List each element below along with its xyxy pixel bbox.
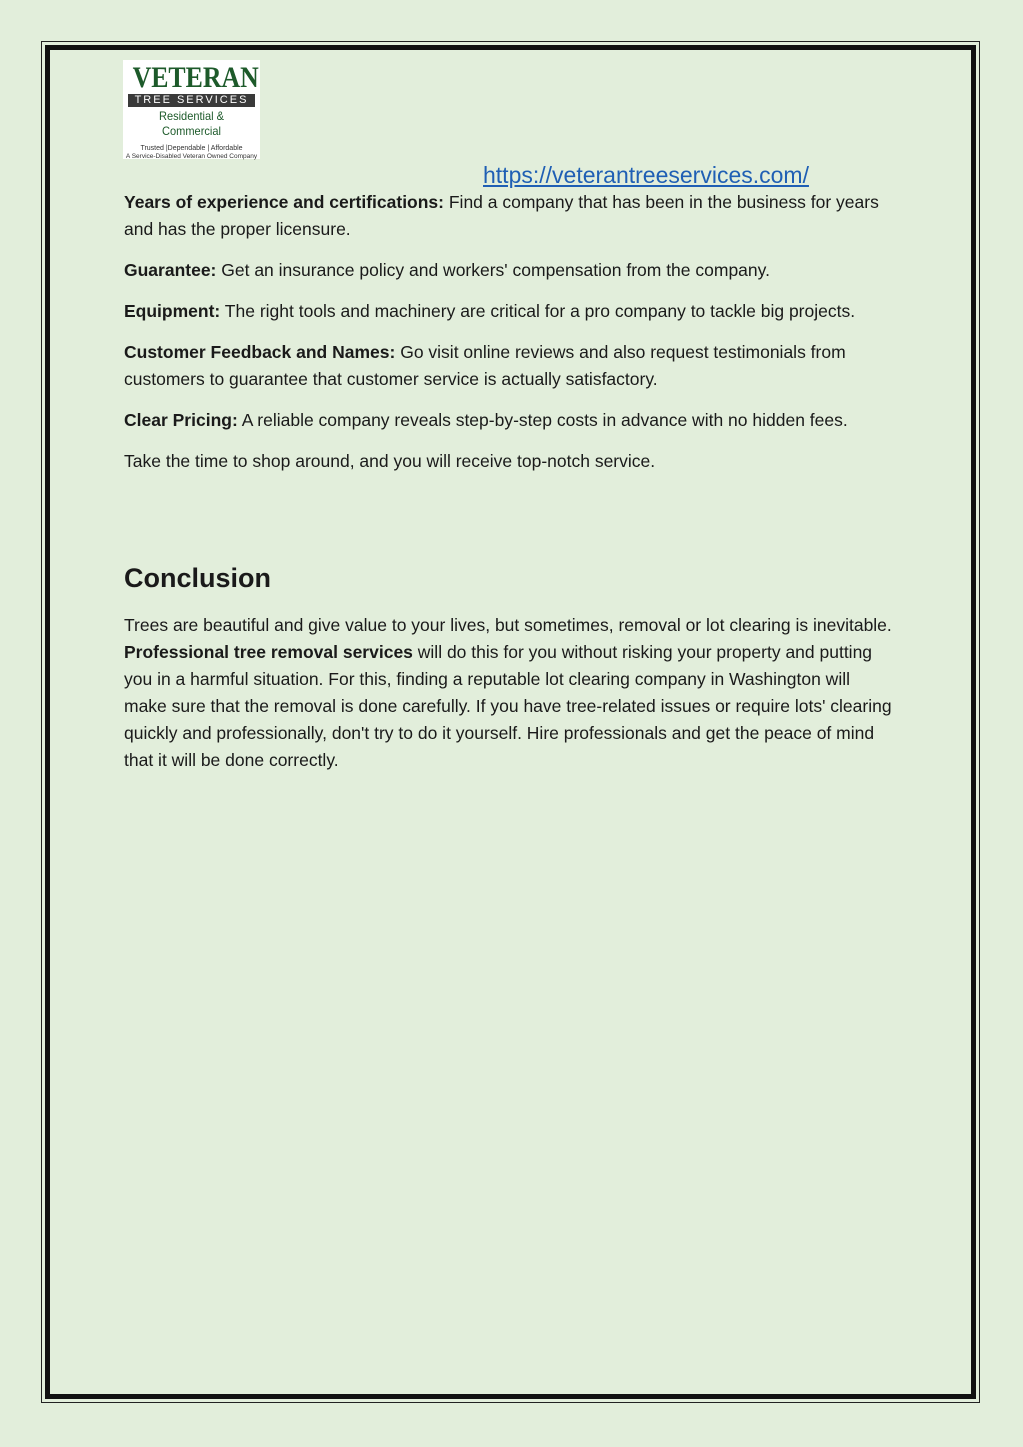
criteria-label: Customer Feedback and Names:: [124, 342, 396, 362]
criteria-text: Find a company that has been in the business for years and has the proper licensure.: [124, 192, 879, 239]
criteria-item: [124, 257, 899, 284]
logo-subtitle: Residential & Commercial: [158, 109, 225, 138]
logo-band: TREE SERVICES: [128, 94, 255, 107]
criteria-item: [124, 298, 899, 325]
logo-tagline-secondary: A Service-Disabled Veteran Owned Company: [125, 153, 258, 160]
company-logo: [123, 60, 260, 159]
conclusion-heading: Conclusion: [124, 563, 271, 593]
criteria-label: Guarantee:: [124, 260, 217, 280]
criteria-list: [124, 189, 899, 489]
conclusion-text-before: Trees are beautiful and give value to your lives, but sometimes, removal or lot clearing is inevitable.: [124, 615, 892, 635]
criteria-item: [124, 407, 899, 434]
logo-tagline: Trusted |Dependable | Affordable: [140, 145, 243, 152]
logo-wordmark: VETERAN: [132, 61, 259, 94]
criteria-label: Clear Pricing:: [124, 410, 238, 430]
conclusion-text-after: will do this for you without risking your property and putting you in a harmful situation. For this, finding a reputable lot clearing company in Washington will make sure that the removal is done carefully. If you have tree-related issues or require lots' clearing quickly and professionally, don't try to do it yourself. Hire professionals and get the peace of mind that it will be done correctly.: [124, 642, 892, 770]
website-link[interactable]: https://veterantreeservices.com/: [483, 162, 809, 188]
criteria-text: Go visit online reviews and also request testimonials from customers to guarantee that customer service is actually satisfactory.: [124, 342, 846, 389]
criteria-item: [124, 339, 899, 393]
criteria-label: Equipment:: [124, 301, 221, 321]
closing-line: Take the time to shop around, and you will receive top-notch service.: [124, 451, 656, 471]
conclusion-bold-phrase: Professional tree removal services: [124, 642, 413, 662]
criteria-text: A reliable company reveals step-by-step costs in advance with no hidden fees.: [237, 410, 848, 430]
criteria-label: Years of experience and certifications:: [124, 192, 444, 212]
criteria-item: [124, 189, 899, 243]
criteria-text: The right tools and machinery are critical for a pro company to tackle big projects.: [220, 301, 856, 321]
criteria-text: Get an insurance policy and workers' compensation from the company.: [216, 260, 770, 280]
conclusion-paragraph: [124, 612, 894, 774]
